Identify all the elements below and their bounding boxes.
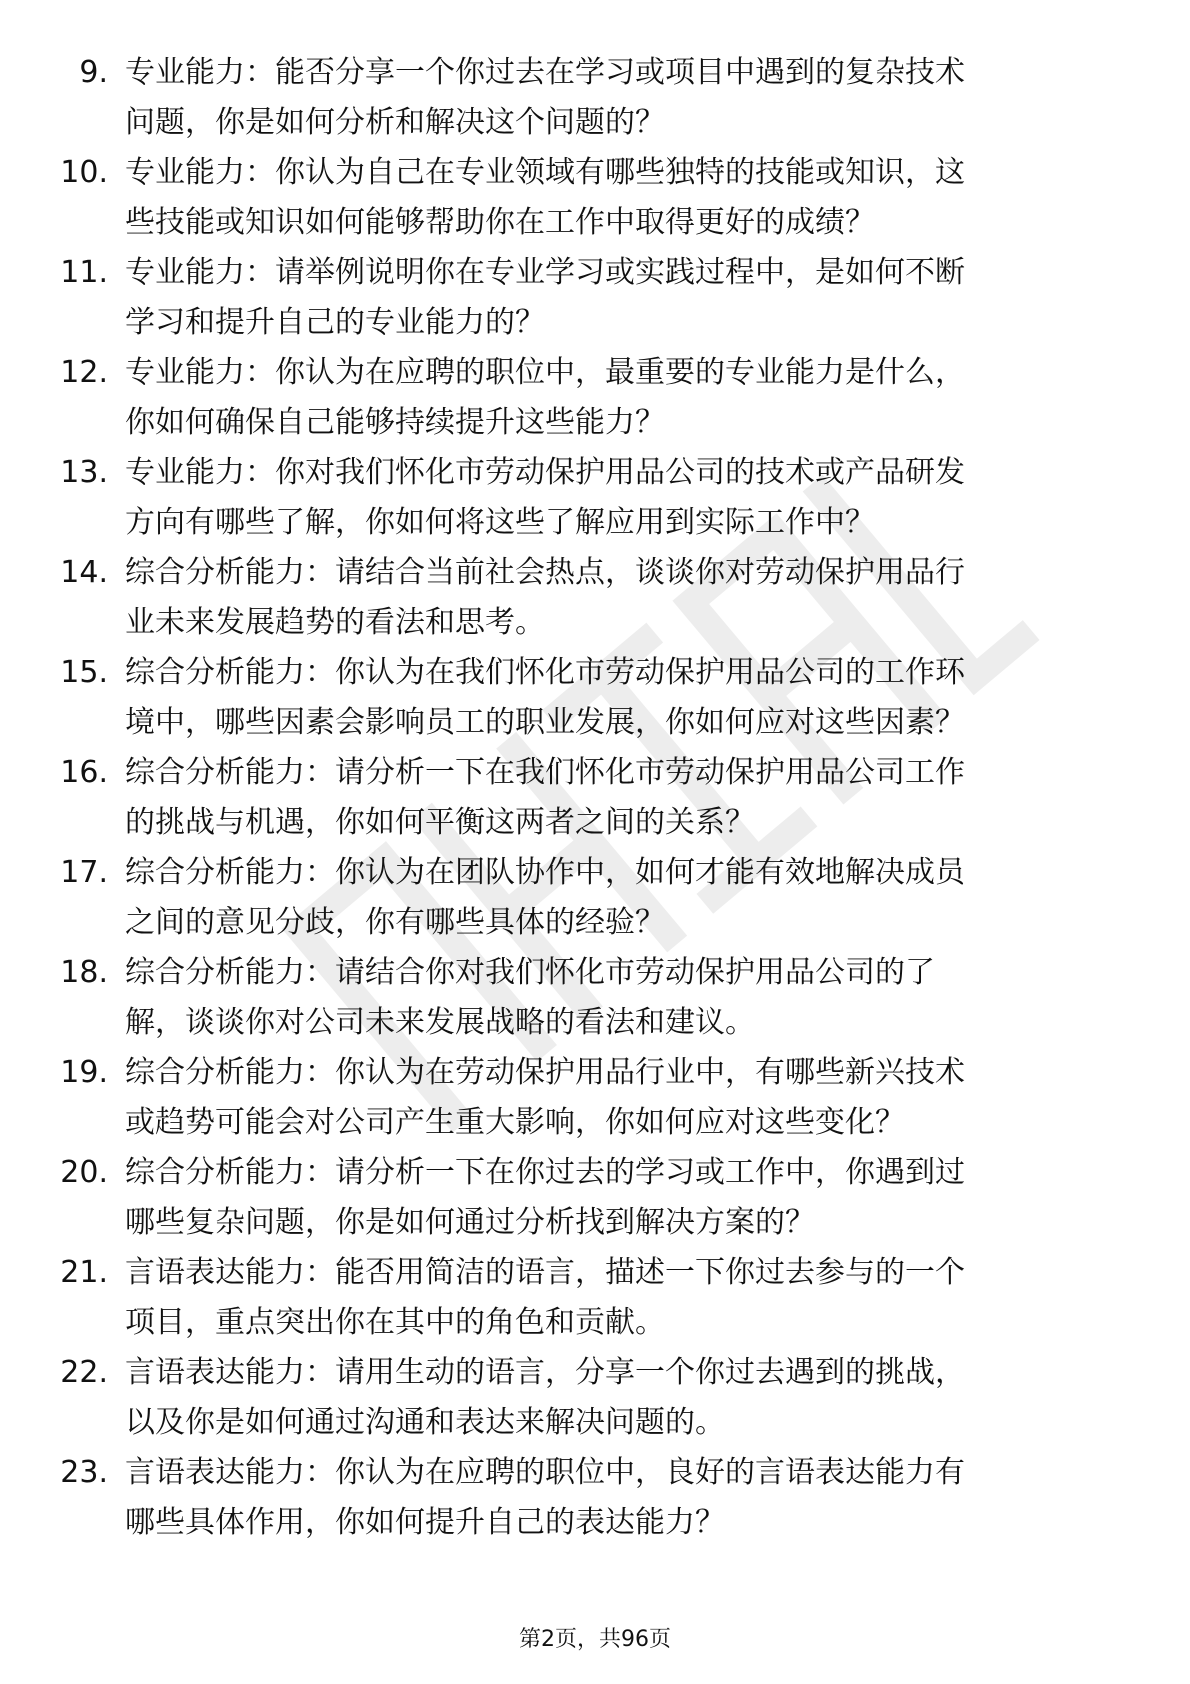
question-text-line: 方向有哪些了解，你如何将这些了解应用到实际工作中？ (125, 505, 875, 540)
question-text-line: 解，谈谈你对公司未来发展战略的看法和建议。 (125, 1005, 755, 1040)
question-number: 12. (60, 355, 108, 390)
question-text-line: 项目，重点突出你在其中的角色和贡献。 (125, 1305, 665, 1340)
question-number: 21. (60, 1255, 108, 1290)
question-number: 17. (60, 855, 108, 890)
question-item (0, 448, 1190, 548)
question-text-line: 言语表达能力：你认为在应聘的职位中，良好的言语表达能力有 (125, 1455, 965, 1490)
question-item (0, 48, 1190, 148)
question-number: 9. (79, 55, 108, 90)
question-item (0, 648, 1190, 748)
question-item (0, 548, 1190, 648)
question-text-line: 或趋势可能会对公司产生重大影响，你如何应对这些变化？ (125, 1105, 905, 1140)
question-text-line: 综合分析能力：请结合当前社会热点，谈谈你对劳动保护用品行 (125, 555, 965, 590)
question-text-line: 你如何确保自己能够持续提升这些能力？ (125, 405, 665, 440)
question-text-line: 专业能力：能否分享一个你过去在学习或项目中遇到的复杂技术 (125, 55, 965, 90)
question-number: 18. (60, 955, 108, 990)
question-text-line: 业未来发展趋势的看法和思考。 (125, 605, 545, 640)
question-number: 15. (60, 655, 108, 690)
question-item (0, 1448, 1190, 1548)
question-text-line: 专业能力：你认为在应聘的职位中，最重要的专业能力是什么， (125, 355, 965, 390)
question-text-line: 综合分析能力：你认为在团队协作中，如何才能有效地解决成员 (125, 855, 965, 890)
question-text-line: 以及你是如何通过沟通和表达来解决问题的。 (125, 1405, 725, 1440)
question-number: 10. (60, 155, 108, 190)
question-text-line: 的挑战与机遇，你如何平衡这两者之间的关系？ (125, 805, 755, 840)
question-text-line: 综合分析能力：你认为在我们怀化市劳动保护用品公司的工作环 (125, 655, 965, 690)
question-text-line: 综合分析能力：请结合你对我们怀化市劳动保护用品公司的了 (125, 955, 935, 990)
question-item (0, 1148, 1190, 1248)
question-text-line: 哪些具体作用，你如何提升自己的表达能力？ (125, 1505, 725, 1540)
question-item (0, 748, 1190, 848)
question-number: 11. (60, 255, 108, 290)
question-text-line: 专业能力：你认为自己在专业领域有哪些独特的技能或知识，这 (125, 155, 965, 190)
question-number: 16. (60, 755, 108, 790)
question-text-line: 境中，哪些因素会影响员工的职业发展，你如何应对这些因素？ (125, 705, 965, 740)
question-number: 23. (60, 1455, 108, 1490)
question-item (0, 1348, 1190, 1448)
page-footer: 第2页，共96页 (519, 1627, 671, 1652)
question-text-line: 专业能力：请举例说明你在专业学习或实践过程中，是如何不断 (125, 255, 965, 290)
question-number: 20. (60, 1155, 108, 1190)
question-text-line: 综合分析能力：请分析一下在我们怀化市劳动保护用品公司工作 (125, 755, 965, 790)
question-item (0, 248, 1190, 348)
question-item (0, 848, 1190, 948)
question-number: 22. (60, 1355, 108, 1390)
question-list (0, 48, 1190, 1548)
question-text-line: 学习和提升自己的专业能力的？ (125, 305, 545, 340)
question-text-line: 之间的意见分歧，你有哪些具体的经验？ (125, 905, 665, 940)
question-text-line: 些技能或知识如何能够帮助你在工作中取得更好的成绩？ (125, 205, 875, 240)
question-item (0, 1248, 1190, 1348)
question-item (0, 148, 1190, 248)
question-text-line: 问题，你是如何分析和解决这个问题的？ (125, 105, 665, 140)
question-item (0, 948, 1190, 1048)
question-number: 19. (60, 1055, 108, 1090)
question-number: 14. (60, 555, 108, 590)
question-text-line: 专业能力：你对我们怀化市劳动保护用品公司的技术或产品研发 (125, 455, 965, 490)
question-text-line: 哪些复杂问题，你是如何通过分析找到解决方案的？ (125, 1205, 815, 1240)
question-item (0, 348, 1190, 448)
question-text-line: 综合分析能力：你认为在劳动保护用品行业中，有哪些新兴技术 (125, 1055, 965, 1090)
question-text-line: 言语表达能力：能否用简洁的语言，描述一下你过去参与的一个 (125, 1255, 965, 1290)
question-item (0, 1048, 1190, 1148)
question-number: 13. (60, 455, 108, 490)
question-text-line: 综合分析能力：请分析一下在你过去的学习或工作中，你遇到过 (125, 1155, 965, 1190)
question-text-line: 言语表达能力：请用生动的语言，分享一个你过去遇到的挑战， (125, 1355, 965, 1390)
